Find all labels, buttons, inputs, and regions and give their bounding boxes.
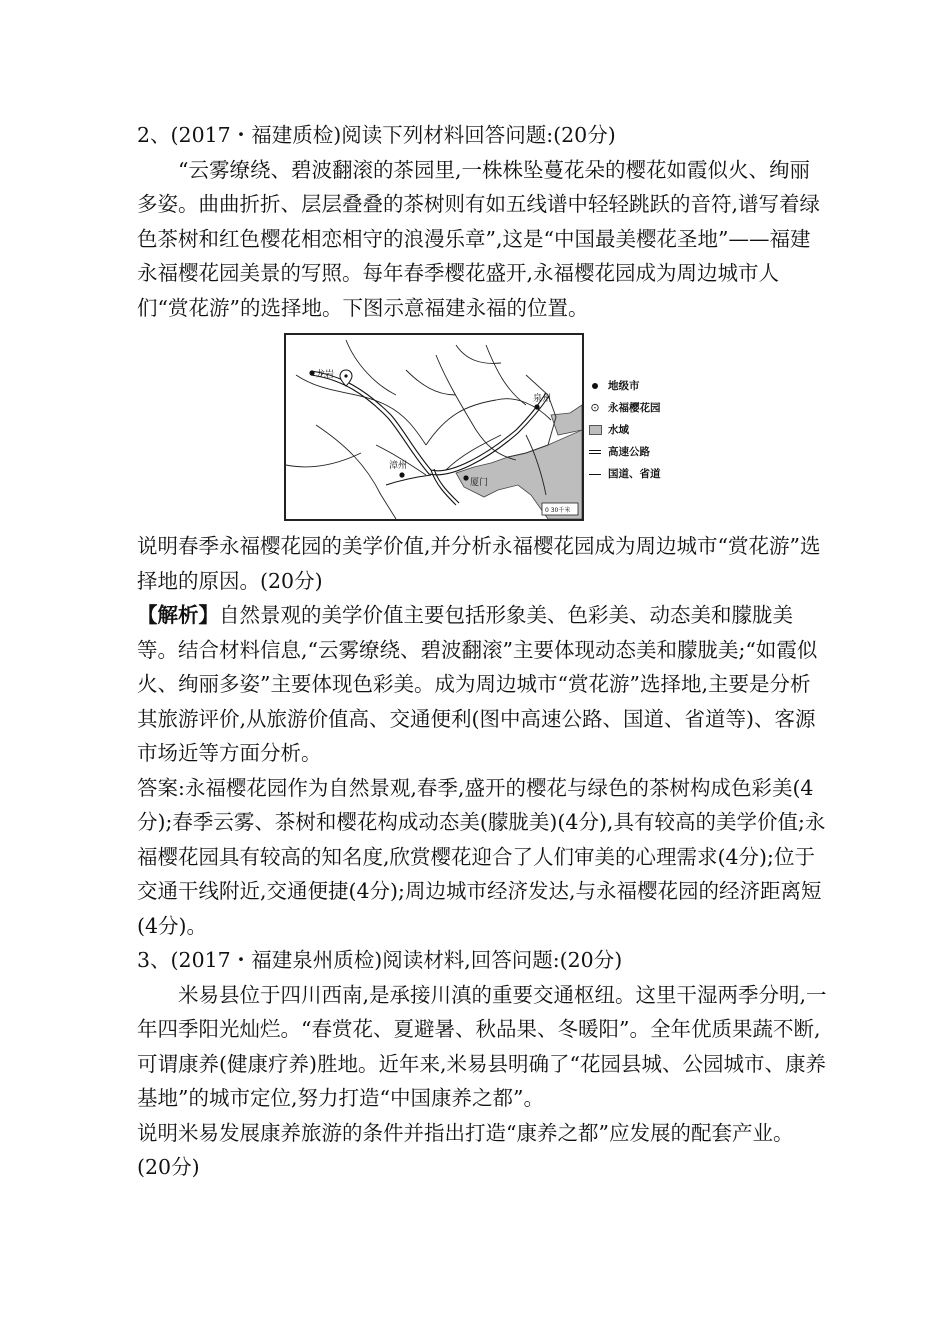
longyan-city-dot	[309, 370, 314, 375]
analysis-label: 【解析】	[137, 603, 219, 627]
question-2-answer: 答案:永福樱花园作为自然景观,春季,盛开的樱花与绿色的茶树构成色彩美(4分);春季云雾、茶树和樱花构成动态美(朦胧美)(4分),具有较高的美学价值;永福樱花园具有较高的知名度,欣赏樱花迎合了人们审美的心理需求(4分);位于交通干线附近,交通便捷(4分);周边城市经济发达,与永福樱花园的经济距离短(4分)。	[137, 775, 826, 938]
legend-item-road	[588, 463, 718, 485]
zhangzhou-city-dot	[399, 472, 404, 477]
legend-label: 水域	[608, 424, 629, 436]
quanzhou-city-dot	[534, 404, 539, 409]
single-line-icon	[589, 474, 601, 475]
pin-icon: ⊙	[590, 401, 600, 414]
legend-item-city	[588, 375, 718, 397]
question-3-heading: 3、(2017・福建泉州质检)阅读材料,回答问题:(20分)	[137, 948, 623, 972]
document-page	[137, 118, 827, 1185]
legend-label: 国道、省道	[608, 468, 661, 480]
legend-label: 永福樱花园	[608, 402, 661, 414]
dot-icon	[592, 383, 598, 389]
map-drawing	[286, 335, 582, 519]
legend-item-water	[588, 419, 718, 441]
map-label-longyan: 龙岩	[316, 370, 335, 380]
analysis-text: 自然景观的美学价值主要包括形象美、色彩美、动态美和朦胧美等。结合材料信息,“云雾缭绕、碧波翻滚”主要体现动态美和朦胧美;“如霞似火、绚丽多姿”主要体现色彩美。成为周边城市“赏花游”选择地,主要是分析其旅游评价,从旅游价值高、交通便利(图中高速公路、国道、省道等)、客源市场近等方面分析。	[137, 603, 818, 765]
location-map	[284, 333, 584, 521]
provincial-roads	[286, 340, 551, 519]
map-label-xiamen: 厦门	[470, 478, 489, 488]
question-2-prompt: 说明春季永福樱花园的美学价值,并分析永福樱花园成为周边城市“赏花游”选择地的原因。(20分)	[137, 534, 821, 593]
question-2-heading: 2、(2017・福建质检)阅读下列材料回答问题:(20分)	[137, 123, 616, 147]
question-3-prompt: 说明米易发展康养旅游的条件并指出打造“康养之都”应发展的配套产业。(20分)	[137, 1120, 794, 1179]
legend-item-garden	[588, 397, 718, 419]
map-scale-label: 0 30千米	[545, 507, 571, 514]
legend-label: 地级市	[608, 380, 640, 392]
legend-label: 高速公路	[608, 446, 650, 458]
question-2-analysis	[137, 598, 827, 771]
question-2-material: “云雾缭绕、碧波翻滚的茶园里,一株株坠蔓花朵的樱花如霞似火、绚丽多姿。曲曲折折、层层叠叠的茶树则有如五线谱中轻轻跳跃的音符,谱写着绿色茶树和红色樱花相恋相守的浪漫乐章”,这是“中国最美樱花圣地”——福建永福樱花园美景的写照。每年春季樱花盛开,永福樱花园成为周边城市人们“赏花游”的选择地。下图示意福建永福的位置。	[137, 157, 821, 320]
map-legend	[588, 375, 718, 485]
legend-item-expressway	[588, 441, 718, 463]
question-3-material: 米易县位于四川西南,是承接川滇的重要交通枢纽。这里干湿两季分明,一年四季阳光灿烂。“春赏花、夏避暑、秋品果、冬暖阳”。全年优质果蔬不断,可谓康养(健康疗养)胜地。近年来,米易县明确了“花园县城、公园城市、康养基地”的城市定位,努力打造“中国康养之都”。	[137, 982, 827, 1110]
map-label-zhangzhou: 漳州	[389, 461, 408, 471]
xiamen-city-dot	[463, 475, 468, 480]
water-icon	[589, 425, 602, 435]
map-label-quanzhou: 泉州	[533, 394, 552, 404]
location-map-figure	[137, 329, 827, 527]
double-line-icon	[589, 450, 601, 454]
